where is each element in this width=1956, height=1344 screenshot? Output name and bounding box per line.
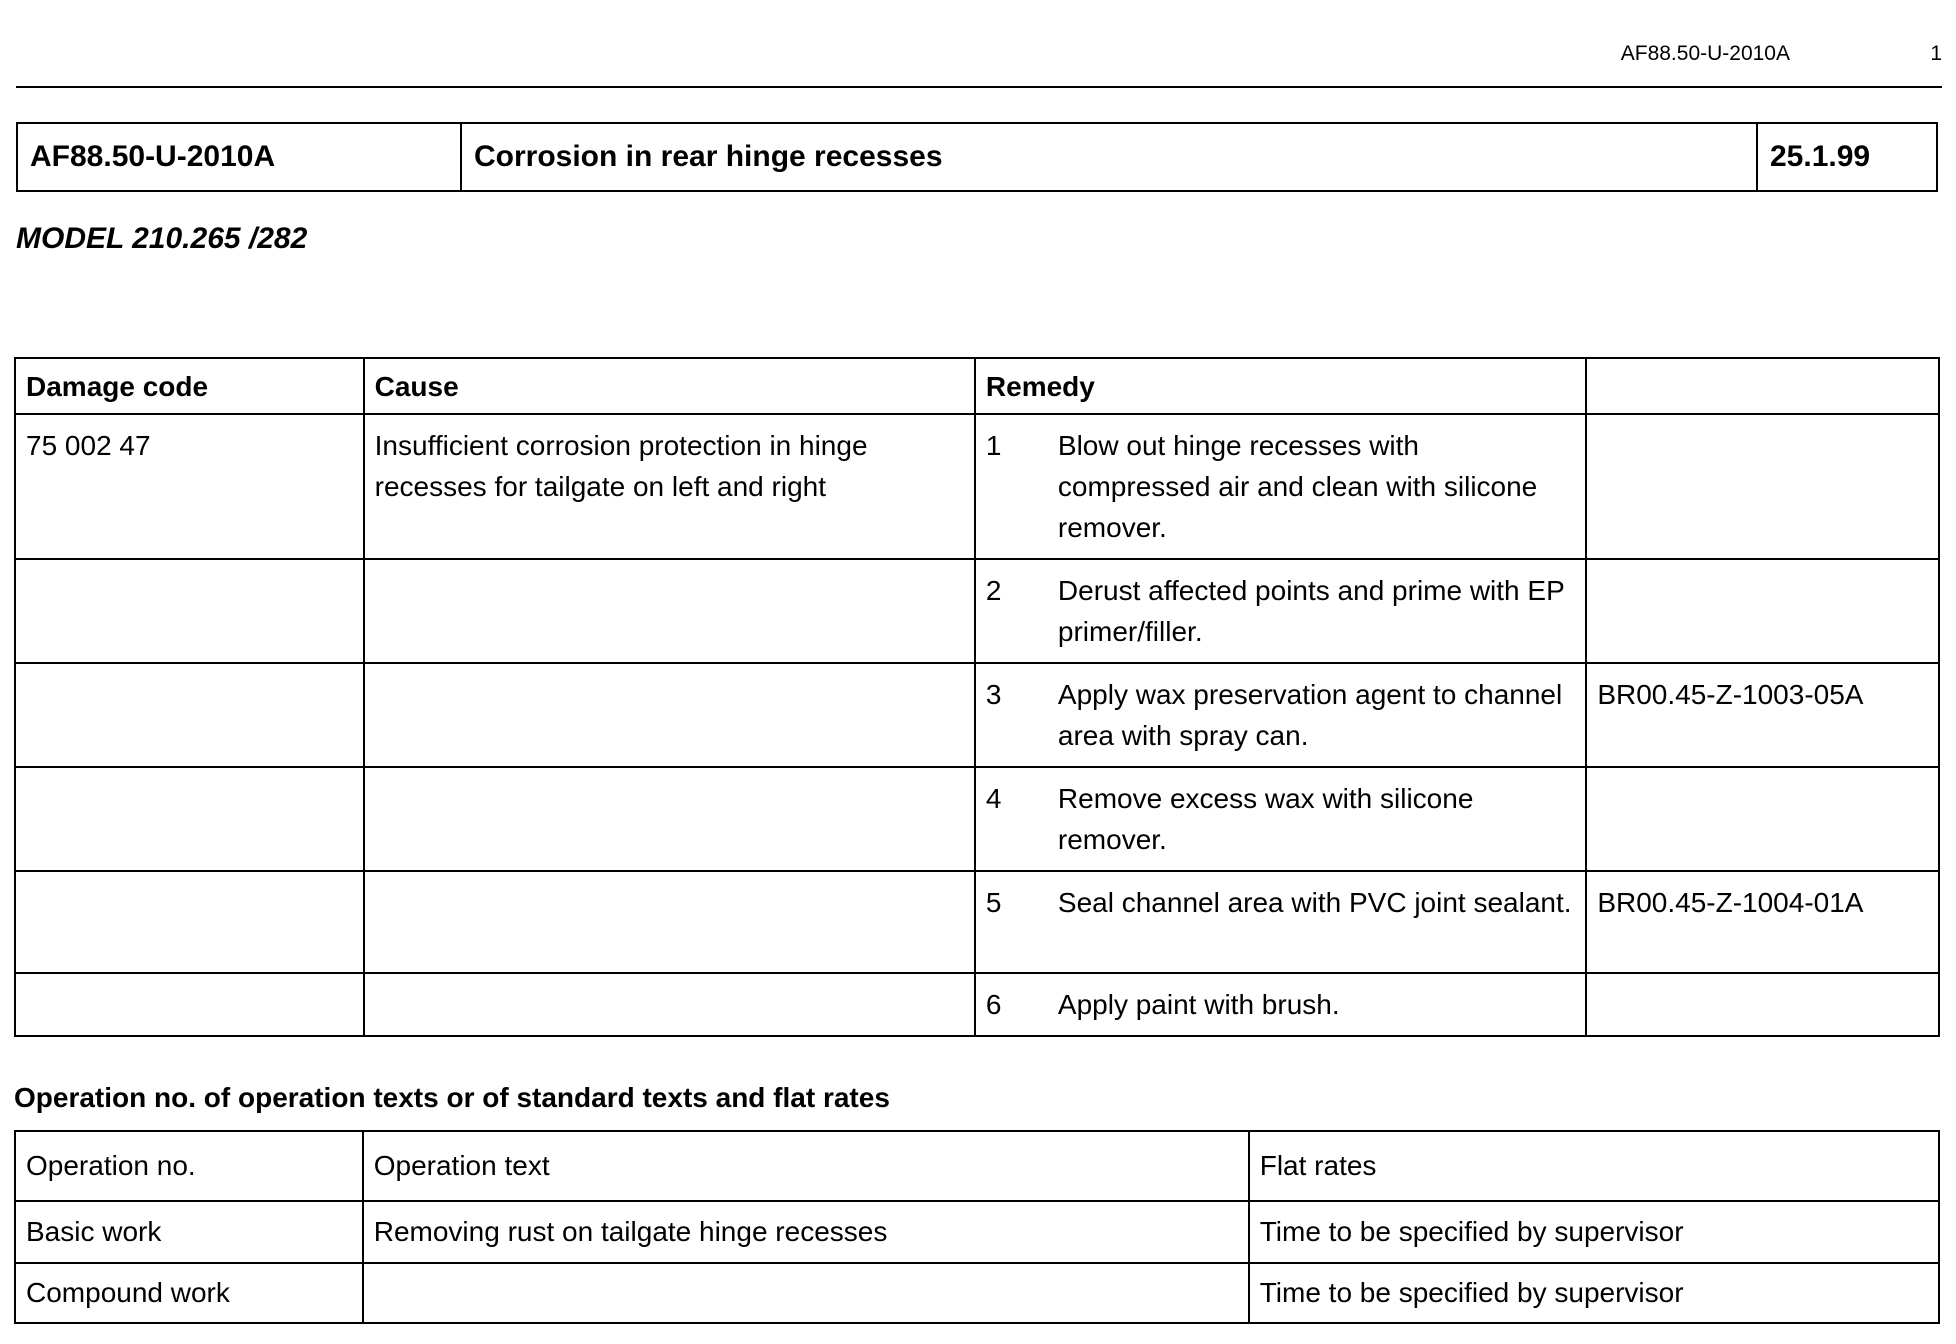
table-row bbox=[15, 559, 1939, 663]
table-row bbox=[15, 973, 1939, 1036]
step-text: Blow out hinge recesses with compressed air and clean with silicone remover. bbox=[1057, 430, 1538, 543]
empty-cell bbox=[15, 973, 364, 1036]
empty-cell bbox=[364, 767, 975, 871]
flat-rate: Time to be specified by supervisor bbox=[1249, 1201, 1939, 1263]
remedy-step bbox=[975, 559, 1586, 663]
step-text: Remove excess wax with silicone remover. bbox=[1057, 783, 1474, 855]
damage-code: 75 002 47 bbox=[15, 414, 364, 559]
empty-cell bbox=[15, 871, 364, 973]
damage-table bbox=[14, 357, 1940, 1037]
remedy-step bbox=[975, 663, 1586, 767]
op-text: Removing rust on tailgate hinge recesses bbox=[363, 1201, 1249, 1263]
cause-text: Insufficient corrosion protection in hinge recesses for tailgate on left and right bbox=[364, 414, 975, 559]
step-number: 4 bbox=[985, 783, 1002, 814]
step-ref: BR00.45-Z-1003-05A bbox=[1586, 663, 1939, 767]
step-text: Derust affected points and prime with EP primer/filler. bbox=[1057, 575, 1565, 647]
header-rule bbox=[16, 86, 1942, 88]
doc-title: Corrosion in rear hinge recesses bbox=[461, 123, 1757, 191]
step-number: 2 bbox=[985, 575, 1002, 606]
table-row bbox=[15, 767, 1939, 871]
flat-rate: Time to be specified by supervisor bbox=[1249, 1263, 1939, 1323]
header-damage-code: Damage code bbox=[15, 358, 364, 414]
step-ref bbox=[1586, 973, 1939, 1036]
remedy-step bbox=[975, 767, 1586, 871]
step-ref: BR00.45-Z-1004-01A bbox=[1586, 871, 1939, 973]
header-op-text: Operation text bbox=[363, 1131, 1249, 1201]
op-no: Basic work bbox=[15, 1201, 363, 1263]
op-text bbox=[363, 1263, 1249, 1323]
header-cause: Cause bbox=[364, 358, 975, 414]
step-number: 3 bbox=[985, 679, 1002, 710]
empty-cell bbox=[364, 973, 975, 1036]
operations-table bbox=[14, 1130, 1940, 1324]
operations-heading: Operation no. of operation texts or of standard texts and flat rates bbox=[14, 1082, 890, 1113]
table-row bbox=[15, 871, 1939, 973]
header-remedy: Remedy bbox=[975, 358, 1586, 414]
step-text: Apply wax preservation agent to channel area with spray can. bbox=[1057, 679, 1563, 751]
empty-cell bbox=[15, 663, 364, 767]
step-ref bbox=[1586, 414, 1939, 559]
table-row bbox=[15, 414, 1939, 559]
header-flat-rates: Flat rates bbox=[1249, 1131, 1939, 1201]
empty-cell bbox=[364, 559, 975, 663]
doc-date: 25.1.99 bbox=[1757, 123, 1937, 191]
step-ref bbox=[1586, 767, 1939, 871]
step-text: Seal channel area with PVC joint sealant. bbox=[1057, 887, 1572, 918]
step-number: 5 bbox=[985, 887, 1002, 918]
step-number: 6 bbox=[985, 989, 1002, 1020]
doc-code: AF88.50-U-2010A bbox=[17, 123, 461, 191]
remedy-step bbox=[975, 973, 1586, 1036]
table-row bbox=[15, 1201, 1939, 1263]
operations-header bbox=[15, 1131, 1939, 1201]
header-op-no: Operation no. bbox=[15, 1131, 363, 1201]
empty-cell bbox=[364, 871, 975, 973]
empty-cell bbox=[15, 767, 364, 871]
header-ref bbox=[1586, 358, 1939, 414]
step-text: Apply paint with brush. bbox=[1057, 989, 1340, 1020]
step-ref bbox=[1586, 559, 1939, 663]
table-row bbox=[15, 1263, 1939, 1323]
title-block bbox=[16, 122, 1938, 192]
damage-table-header bbox=[15, 358, 1939, 414]
page-header bbox=[16, 38, 1942, 88]
op-no: Compound work bbox=[15, 1263, 363, 1323]
header-doc-ref: AF88.50-U-2010A bbox=[1620, 42, 1790, 65]
empty-cell bbox=[364, 663, 975, 767]
remedy-step bbox=[975, 871, 1586, 973]
table-row bbox=[15, 663, 1939, 767]
model-heading: MODEL 210.265 /282 bbox=[16, 222, 308, 255]
empty-cell bbox=[15, 559, 364, 663]
step-number: 1 bbox=[985, 430, 1002, 461]
page-number: 1 bbox=[1930, 42, 1942, 65]
remedy-step bbox=[975, 414, 1586, 559]
